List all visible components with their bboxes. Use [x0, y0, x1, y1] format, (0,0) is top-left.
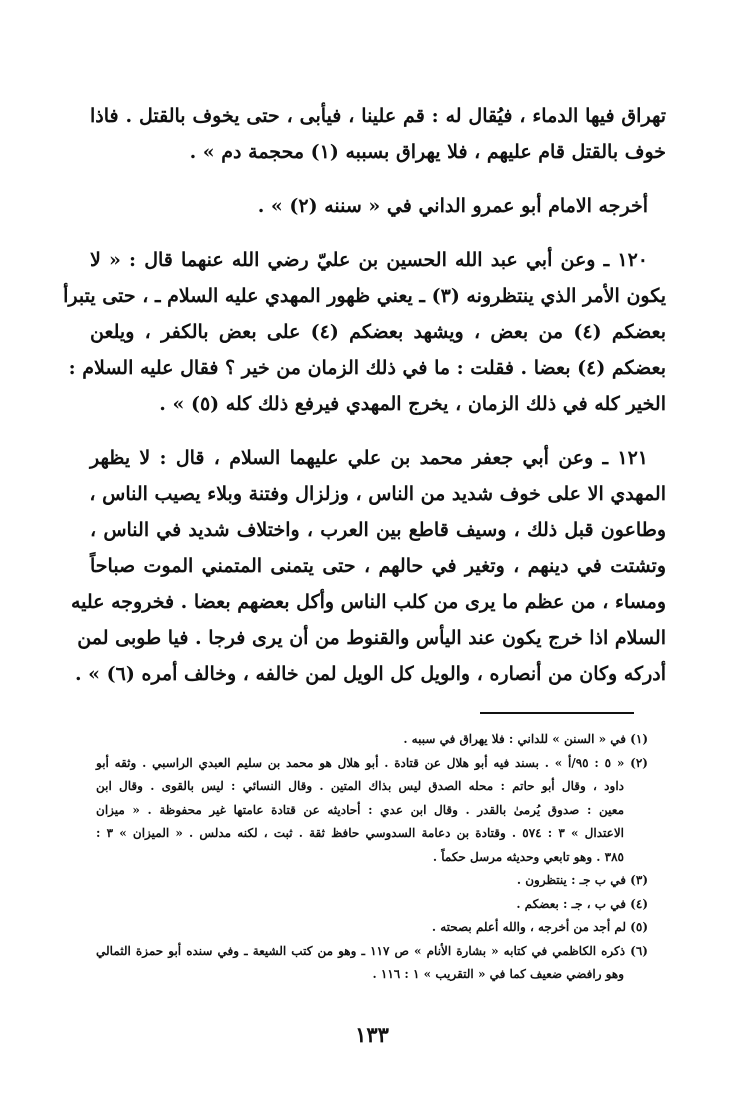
- footnote-line: وهو رافضي ضعيف كما في « التقريب » ١ : ١١٦ .: [372, 967, 624, 981]
- text-line: أدركه وكان من أنصاره ، والويل كل الويل لمن خالفه ، وخالف أمره (٦) » .: [74, 663, 666, 685]
- text-line: بعضكم (٤) بعضا . فقلت : ما في ذلك الزمان من خير ؟ فقال عليه السلام :: [68, 357, 666, 379]
- paragraph: [90, 98, 666, 170]
- text-line: أخرجه الامام أبو عمرو الداني في « سننه (٢) » .: [257, 195, 648, 217]
- page-number: ١٣٣: [355, 1022, 389, 1047]
- main-text: [63, 98, 666, 692]
- text-line: خوف بالقتل قام عليهم ، فلا يهراق بسببه (١) محجمة دم » .: [189, 141, 666, 163]
- footnote-separator: [480, 712, 634, 714]
- text-line: ١٢١ ـ وعن أبي جعفر محمد بن علي عليهما السلام ، قال : لا يظهر: [90, 447, 648, 469]
- footnote-line: (٢) « ٥ : ٩٥/أ » . بسند فيه أبو هلال عن قتادة . أبو هلال هو محمد بن سليم العبدي الراسبي . وثقه أبو: [96, 755, 648, 770]
- footnote-line: داود ، وقال أبو حاتم : محله الصدق ليس بذاك المتين . وقال النسائي : ليس بالقوى . وقال ابن: [96, 779, 624, 793]
- text-line: الخير كله في ذلك الزمان ، يخرج المهدي فيرفع ذلك كله (٥) » .: [159, 393, 666, 415]
- paragraph-hadith-121: [70, 440, 666, 692]
- footnotes: [96, 728, 648, 987]
- footnote-line: (٥) لم أجد من أخرجه ، والله أعلم بصحته .: [431, 920, 648, 934]
- text-line: بعضكم (٤) من بعض ، ويشهد بعضكم (٤) على بعض بالكفر ، ويلعن: [90, 321, 666, 343]
- footnote-line: ٣٨٥ . وهو تابعي وحديثه مرسل حكماً .: [432, 849, 624, 864]
- paragraph: [90, 188, 666, 224]
- text-line: ومساء ، من عظم ما يرى من كلب الناس وأكل بعضهم بعضا . فخروجه عليه: [70, 591, 666, 613]
- footnote-line: الاعتدال » ٣ : ٥٧٤ . وقتادة بن دعامة السدوسي حافظ ثقة . ثبت ، لكنه مدلس . « الميزان » ٣ :: [96, 826, 624, 840]
- footnote-line: (٤) في ب ، جـ : بعضكم .: [516, 896, 648, 911]
- text-line: يكون الأمر الذي ينتظرونه (٣) ـ يعني ظهور المهدي عليه السلام ـ ، حتى يتبرأ: [63, 285, 666, 307]
- footnote-line: (٣) في ب جـ : ينتظرون .: [516, 873, 648, 887]
- text-line: تهراق فيها الدماء ، فيُقال له : قم علينا ، فيأبى ، حتى يخوف بالقتل . فاذا: [90, 105, 666, 127]
- text-line: وطاعون قبل ذلك ، وسيف قاطع بين العرب ، واختلاف شديد في الناس ،: [90, 519, 666, 541]
- footnote-line: معين : صدوق يُرمىٰ بالقدر . وقال ابن عدي : أحاديثه عن قتادة عامتها غير محفوظة . « ميزان: [96, 802, 624, 817]
- footnote-line: (١) في « السنن » للداني : فلا يهراق في سببه .: [403, 732, 648, 746]
- footnote-line: (٦) ذكره الكاظمي في كتابه « بشارة الأنام » ص ١١٧ ـ وهو من كتب الشيعة ـ وفي سنده أبو حمزة الثمالي: [96, 943, 648, 958]
- text-line: وتشتت في دينهم ، وتغير في حالهم ، حتى يتمنى المتمني الموت صباحاً: [90, 555, 666, 577]
- text-line: السلام اذا خرج يكون عند اليأس والقنوط من أن يرى فرجا . فيا طوبى لمن: [77, 627, 666, 649]
- text-line: المهدي الا على خوف شديد من الناس ، وزلزال وفتنة وبلاء يصيب الناس ،: [89, 483, 666, 505]
- paragraph-hadith-120: [63, 242, 666, 422]
- text-line: ١٢٠ ـ وعن أبي عبد الله الحسين بن عليّ رضي الله عنهما قال : « لا: [90, 249, 648, 271]
